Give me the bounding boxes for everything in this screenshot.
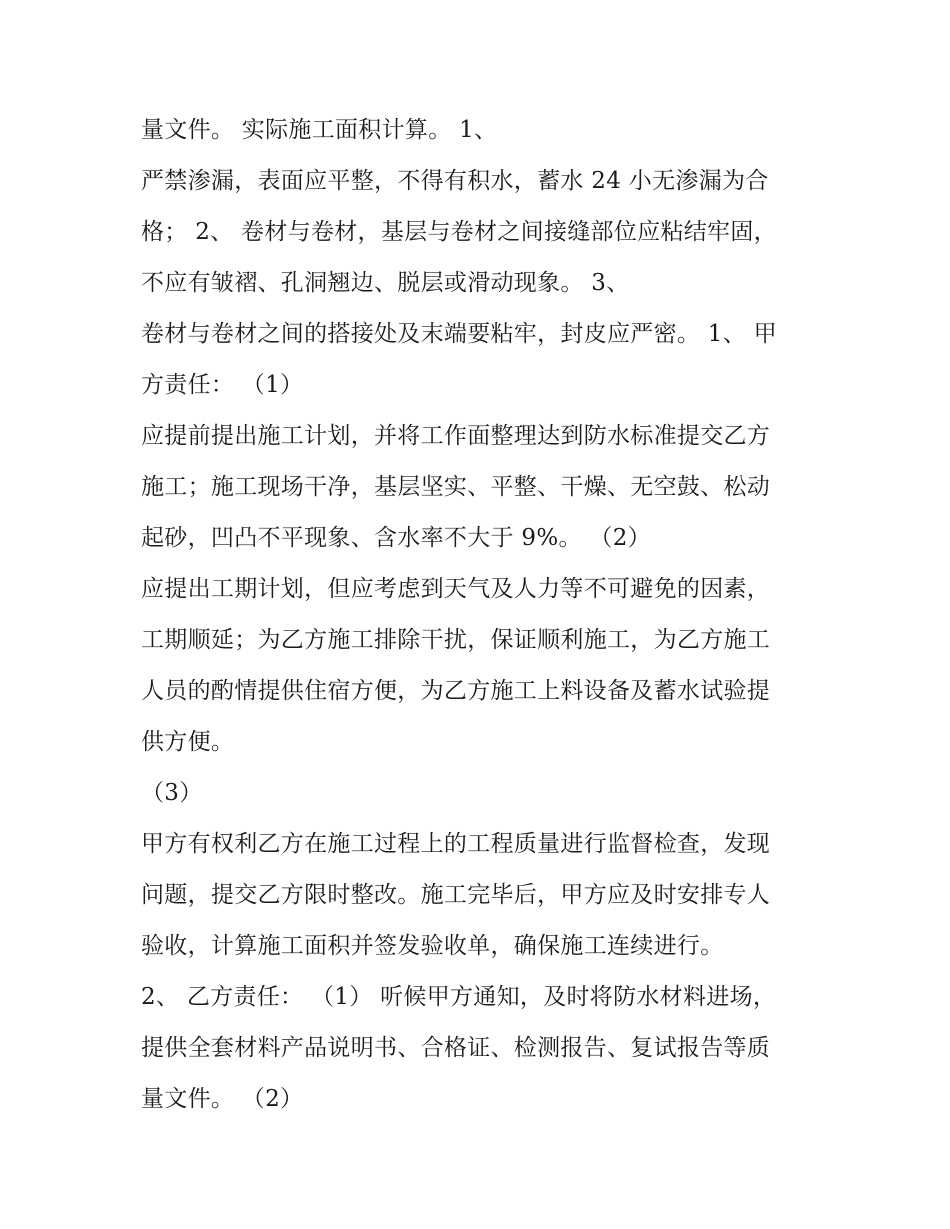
text-line: 施工；施工现场干净，基层坚实、平整、干燥、无空鼓、松动: [141, 474, 771, 500]
text-line: 严禁渗漏，表面应平整，不得有积水，蓄水 24 小无渗漏为合: [141, 168, 769, 194]
text-line: 应提前提出施工计划，并将工作面整理达到防水标准提交乙方: [141, 423, 771, 449]
text-line: 卷材与卷材之间的搭接处及末端要粘牢，封皮应严密。 1、 甲: [141, 321, 777, 347]
text-line: 问题，提交乙方限时整改。施工完毕后，甲方应及时安排专人: [141, 882, 771, 908]
text-line: 甲方有权利乙方在施工过程上的工程质量进行监督检查，发现: [141, 831, 771, 857]
text-line: 格； 2、 卷材与卷材，基层与卷材之间接缝部位应粘结牢固，: [141, 219, 777, 245]
text-line: 工期顺延；为乙方施工排除干扰，保证顺利施工，为乙方施工: [141, 627, 771, 653]
text-line: 供方便。: [141, 729, 235, 755]
text-line: 提供全套材料产品说明书、合格证、检测报告、复试报告等质: [141, 1035, 771, 1061]
text-line: 2、 乙方责任： （1） 听候甲方通知，及时将防水材料进场，: [141, 984, 777, 1010]
text-line: 人员的酌情提供住宿方便，为乙方施工上料设备及蓄水试验提: [141, 678, 771, 704]
text-line: 方责任： （1）: [141, 372, 304, 398]
text-line: 起砂，凹凸不平现象、含水率不大于 9%。 （2）: [141, 525, 651, 551]
text-line: 应提出工期计划，但应考虑到天气及人力等不可避免的因素，: [141, 576, 771, 602]
text-line: 量文件。 实际施工面积计算。 1、: [141, 117, 498, 143]
text-line: 验收，计算施工面积并签发验收单，确保施工连续进行。: [141, 933, 724, 959]
text-line: 量文件。 （2）: [141, 1086, 304, 1112]
text-line: （3）: [141, 780, 203, 806]
text-line: 不应有皱褶、孔洞翘边、脱层或滑动现象。 3、: [141, 270, 630, 296]
